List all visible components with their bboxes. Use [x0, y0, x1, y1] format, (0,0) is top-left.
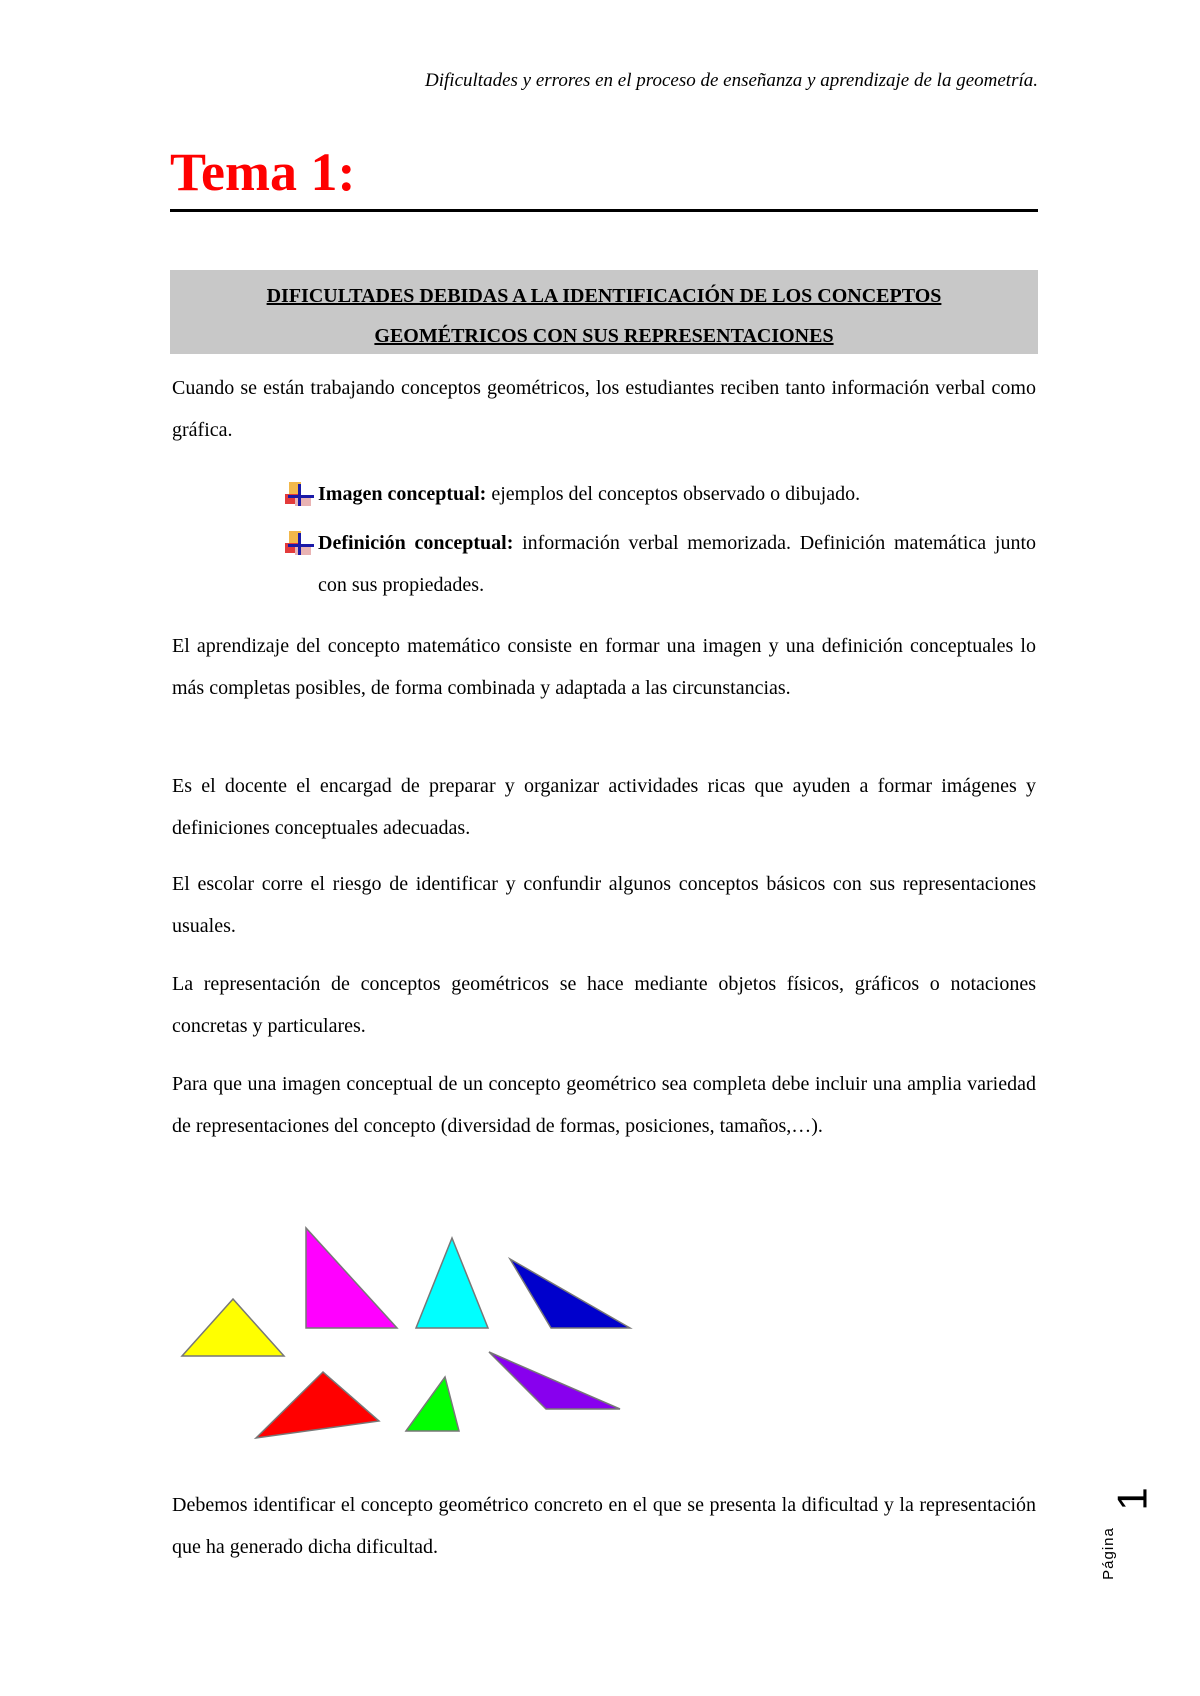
blue-triangle	[510, 1259, 630, 1328]
bullet-term: Imagen conceptual:	[318, 483, 487, 505]
magenta-triangle	[306, 1228, 397, 1328]
paragraph-docente: Es el docente el encargad de preparar y organizar actividades ricas que ayuden a formar imágenes y definiciones conceptuales adecuadas.	[172, 775, 1036, 839]
chapter-title: Tema 1:	[170, 142, 356, 202]
section-heading	[170, 270, 1038, 354]
bullet-text: información verbal memorizada. Definición matemática junto con sus propiedades.	[318, 532, 1036, 596]
paragraph-representacion: La representación de conceptos geométricos se hace mediante objetos físicos, gráficos o notaciones concretas y particulares.	[172, 973, 1036, 1037]
paragraph-imagen-completa: Para que una imagen conceptual de un concepto geométrico sea completa debe incluir una amplia variedad de representaciones del concepto (diversidad de formas, posiciones, tamaños,…).	[172, 1073, 1036, 1137]
section-heading-line-2: GEOMÉTRICOS CON SUS REPRESENTACIONES	[374, 325, 834, 347]
title-divider	[170, 209, 1038, 212]
triangles-figure	[170, 1220, 650, 1450]
bullet-text: ejemplos del conceptos observado o dibujado.	[486, 483, 861, 505]
section-heading-line-1: DIFICULTADES DEBIDAS A LA IDENTIFICACIÓN DE LOS CONCEPTOS	[266, 285, 942, 307]
running-header: Dificultades y errores en el proceso de enseñanza y aprendizaje de la geometría.	[425, 70, 1038, 91]
purple-triangle	[489, 1352, 620, 1409]
green-triangle	[406, 1377, 459, 1431]
yellow-triangle	[182, 1299, 284, 1356]
paragraph-aprendizaje: El aprendizaje del concepto matemático consiste en formar una imagen y una definición conceptuales lo más completas posibles, de forma combinada y adaptada a las circunstancias.	[172, 635, 1036, 699]
bullet-item-definicion	[285, 522, 1036, 606]
bullet-item-imagen	[285, 473, 1036, 515]
page-number-value: 1	[1108, 1487, 1156, 1511]
bullet-icon	[285, 482, 315, 508]
page-label: Página	[1099, 1527, 1117, 1580]
bullet-icon	[285, 531, 315, 557]
page-number	[1099, 1475, 1168, 1625]
red-triangle	[256, 1372, 379, 1438]
paragraph-conclusion: Debemos identificar el concepto geométrico concreto en el que se presenta la dificultad y la representación que ha generado dicha dificultad.	[172, 1494, 1036, 1558]
bullet-term: Definición conceptual:	[318, 532, 514, 554]
paragraph-escolar: El escolar corre el riesgo de identificar y confundir algunos conceptos básicos con sus representaciones usuales.	[172, 873, 1036, 937]
cyan-triangle	[416, 1238, 488, 1328]
paragraph-intro: Cuando se están trabajando conceptos geométricos, los estudiantes reciben tanto información verbal como gráfica.	[172, 377, 1036, 441]
